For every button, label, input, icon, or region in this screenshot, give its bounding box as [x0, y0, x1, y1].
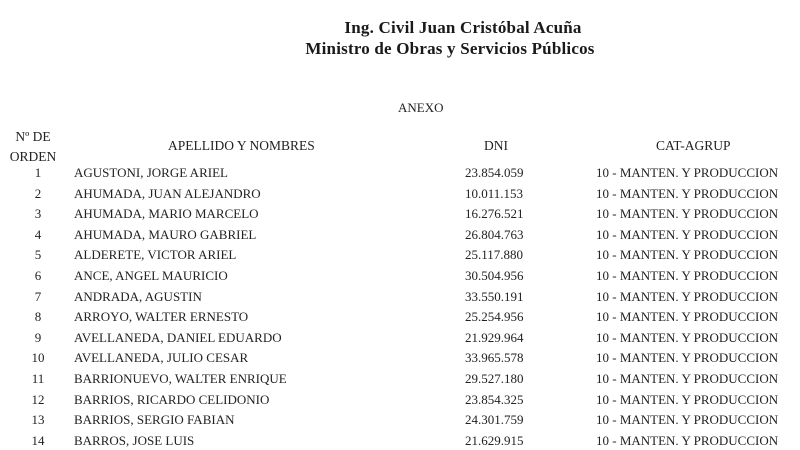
cell-num: 1: [34, 165, 42, 180]
cell-dni: 30.504.956: [465, 267, 524, 283]
cell-num: 13: [31, 412, 45, 428]
table-row: [0, 432, 800, 450]
table-row: [0, 349, 800, 370]
cell-name: AGUSTONI, JORGE ARIEL: [74, 165, 228, 180]
cell-num: 10: [31, 350, 45, 366]
cell-cat: 10 - MANTEN. Y PRODUCCION: [596, 370, 779, 386]
cell-name: AVELLANEDA, JULIO CESAR: [74, 350, 249, 366]
cell-cat: 10 - MANTEN. Y PRODUCCION: [596, 432, 779, 448]
cell-cat: 10 - MANTEN. Y PRODUCCION: [596, 329, 779, 345]
cell-name: BARROS, JOSE LUIS: [74, 432, 195, 448]
cell-dni: 21.929.964: [465, 329, 524, 345]
cell-name: ARROYO, WALTER ERNESTO: [74, 309, 249, 325]
table-row: [0, 205, 800, 226]
table-row: [0, 288, 800, 309]
header-signatory-title: Ministro de Obras y Servicios Públicos: [305, 39, 595, 58]
cell-num: 4: [34, 226, 42, 242]
cell-dni: 10.011.153: [465, 185, 524, 201]
cell-name: AHUMADA, MAURO GABRIEL: [74, 226, 257, 242]
column-header-orden-line2: ORDEN: [9, 149, 57, 164]
cell-dni: 16.276.521: [465, 206, 524, 222]
column-header-orden: [0, 127, 66, 167]
table-row: [0, 164, 800, 185]
cell-dni: 26.804.763: [465, 226, 524, 242]
cell-cat: 10 - MANTEN. Y PRODUCCION: [596, 185, 779, 201]
table-row: [0, 226, 800, 247]
cell-name: AVELLANEDA, DANIEL EDUARDO: [74, 329, 282, 345]
header-signatory-name: Ing. Civil Juan Cristóbal Acuña: [344, 18, 582, 37]
cell-cat: 10 - MANTEN. Y PRODUCCION: [596, 412, 779, 428]
cell-num: 6: [34, 267, 42, 283]
cell-cat: 10 - MANTEN. Y PRODUCCION: [596, 288, 779, 304]
cell-dni: 24.301.759: [465, 412, 524, 428]
cell-cat: 10 - MANTEN. Y PRODUCCION: [596, 247, 779, 263]
cell-name: BARRIOS, RICARDO CELIDONIO: [74, 391, 270, 407]
cell-dni: 25.254.956: [465, 309, 524, 325]
column-header-dni: DNI: [484, 138, 508, 153]
cell-cat: 10 - MANTEN. Y PRODUCCION: [596, 267, 779, 283]
annex-label: ANEXO: [398, 100, 444, 115]
cell-num: 14: [31, 432, 45, 448]
table-row: [0, 329, 800, 350]
table-row: [0, 391, 800, 412]
cell-num: 8: [34, 309, 42, 325]
cell-dni: 25.117.880: [465, 247, 524, 263]
cell-dni: 33.965.578: [465, 350, 524, 366]
cell-name: BARRIONUEVO, WALTER ENRIQUE: [74, 370, 287, 386]
table-row: [0, 308, 800, 329]
table-body: [0, 164, 800, 450]
cell-cat: 10 - MANTEN. Y PRODUCCION: [596, 206, 779, 222]
cell-cat: 10 - MANTEN. Y PRODUCCION: [596, 165, 779, 180]
cell-dni: 33.550.191: [465, 288, 524, 304]
table-row: [0, 370, 800, 391]
table-row: [0, 267, 800, 288]
cell-num: 2: [34, 185, 42, 201]
cell-cat: 10 - MANTEN. Y PRODUCCION: [596, 309, 779, 325]
cell-name: AHUMADA, JUAN ALEJANDRO: [74, 185, 261, 201]
cell-cat: 10 - MANTEN. Y PRODUCCION: [596, 391, 779, 407]
cell-dni: 23.854.325: [465, 391, 524, 407]
column-header-cat: CAT-AGRUP: [656, 138, 731, 153]
cell-name: BARRIOS, SERGIO FABIAN: [74, 412, 235, 428]
cell-name: AHUMADA, MARIO MARCELO: [74, 206, 259, 222]
cell-num: 7: [34, 288, 42, 304]
cell-dni: 21.629.915: [465, 432, 524, 448]
cell-num: 5: [34, 247, 42, 263]
cell-num: 3: [34, 206, 42, 222]
cell-num: 11: [31, 370, 45, 386]
cell-dni: 23.854.059: [465, 165, 524, 180]
table-row: [0, 411, 800, 432]
cell-dni: 29.527.180: [465, 370, 524, 386]
table-row: [0, 185, 800, 206]
table-row: [0, 246, 800, 267]
cell-cat: 10 - MANTEN. Y PRODUCCION: [596, 350, 779, 366]
cell-name: ANCE, ANGEL MAURICIO: [74, 267, 228, 283]
cell-num: 9: [34, 329, 42, 345]
column-header-orden-line1: Nº DE: [15, 129, 51, 144]
cell-name: ALDERETE, VICTOR ARIEL: [74, 247, 237, 263]
cell-num: 12: [31, 391, 45, 407]
cell-cat: 10 - MANTEN. Y PRODUCCION: [596, 226, 779, 242]
column-header-name: APELLIDO Y NOMBRES: [168, 138, 315, 153]
cell-name: ANDRADA, AGUSTIN: [74, 288, 202, 304]
